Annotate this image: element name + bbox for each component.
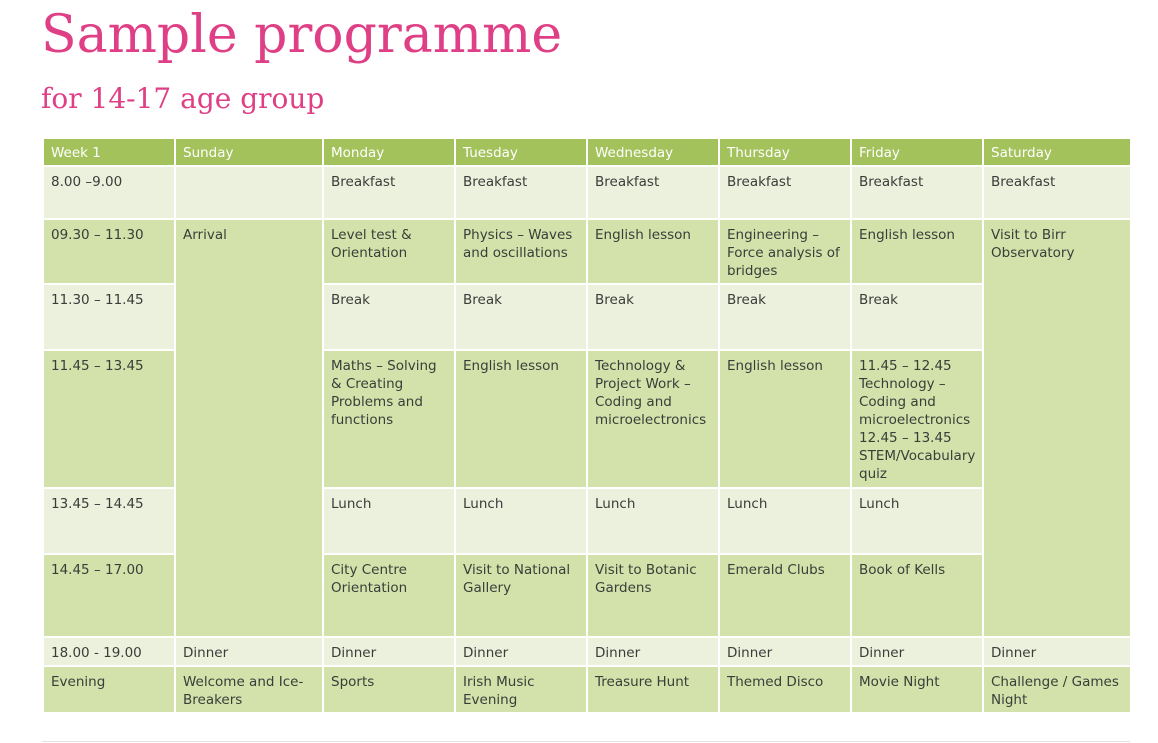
table-cell: Engineering – Force analysis of bridges [719,219,851,284]
page-subtitle: for 14-17 age group [41,82,325,115]
table-cell: Dinner [719,637,851,666]
table-cell: Visit to Birr Observatory [983,219,1131,637]
table-cell: Dinner [983,637,1131,666]
table-cell: Dinner [323,637,455,666]
table-cell: Lunch [323,488,455,554]
time-cell: 14.45 – 17.00 [43,554,175,637]
table-cell [175,166,323,219]
table-row [43,637,1131,666]
table-cell: English lesson [455,350,587,488]
table-row [43,219,1131,284]
header-saturday: Saturday [983,138,1131,166]
table-row [43,166,1131,219]
table-cell: Challenge / Games Night [983,666,1131,713]
bottom-divider [42,741,1130,742]
table-cell: Movie Night [851,666,983,713]
table-cell: Sports [323,666,455,713]
header-wednesday: Wednesday [587,138,719,166]
table-cell: Irish Music Evening [455,666,587,713]
table-cell: Emerald Clubs [719,554,851,637]
table-cell: Dinner [587,637,719,666]
table-cell: Lunch [719,488,851,554]
page-title: Sample programme [41,5,563,65]
table-cell: Book of Kells [851,554,983,637]
table-cell: 11.45 – 12.45 Technology – Coding and microelectronics 12.45 – 13.45 STEM/Vocabulary quiz [851,350,983,488]
time-cell: 13.45 – 14.45 [43,488,175,554]
table-cell: Level test & Orientation [323,219,455,284]
table-row [43,666,1131,713]
table-cell: Breakfast [587,166,719,219]
header-week: Week 1 [43,138,175,166]
table-cell: English lesson [851,219,983,284]
header-sunday: Sunday [175,138,323,166]
table-cell: English lesson [719,350,851,488]
table-cell: Dinner [851,637,983,666]
table-cell: Visit to Botanic Gardens [587,554,719,637]
table-cell: Breakfast [851,166,983,219]
table-cell: Technology & Project Work – Coding and microelectronics [587,350,719,488]
table-cell: Break [851,284,983,350]
table-cell: Lunch [587,488,719,554]
header-monday: Monday [323,138,455,166]
time-cell: Evening [43,666,175,713]
time-cell: 18.00 - 19.00 [43,637,175,666]
table-cell: Lunch [455,488,587,554]
table-cell: Break [323,284,455,350]
table-cell: Break [719,284,851,350]
header-tuesday: Tuesday [455,138,587,166]
table-cell: Treasure Hunt [587,666,719,713]
table-cell: Break [587,284,719,350]
table-cell: Physics – Waves and oscillations [455,219,587,284]
table-cell: Breakfast [323,166,455,219]
time-cell: 11.30 – 11.45 [43,284,175,350]
table-cell: Breakfast [455,166,587,219]
table-cell: English lesson [587,219,719,284]
table-cell: Breakfast [719,166,851,219]
header-row [43,138,1131,166]
time-cell: 09.30 – 11.30 [43,219,175,284]
table-cell: Visit to National Gallery [455,554,587,637]
header-friday: Friday [851,138,983,166]
table-cell: Arrival [175,219,323,637]
table-cell: City Centre Orientation [323,554,455,637]
time-cell: 11.45 – 13.45 [43,350,175,488]
time-cell: 8.00 –9.00 [43,166,175,219]
table-cell: Break [455,284,587,350]
programme-table [42,137,1132,714]
table-cell: Breakfast [983,166,1131,219]
table-cell: Lunch [851,488,983,554]
table-cell: Maths – Solving & Creating Problems and functions [323,350,455,488]
table-cell: Dinner [455,637,587,666]
table-cell: Dinner [175,637,323,666]
table-cell: Themed Disco [719,666,851,713]
table-cell: Welcome and Ice-Breakers [175,666,323,713]
header-thursday: Thursday [719,138,851,166]
